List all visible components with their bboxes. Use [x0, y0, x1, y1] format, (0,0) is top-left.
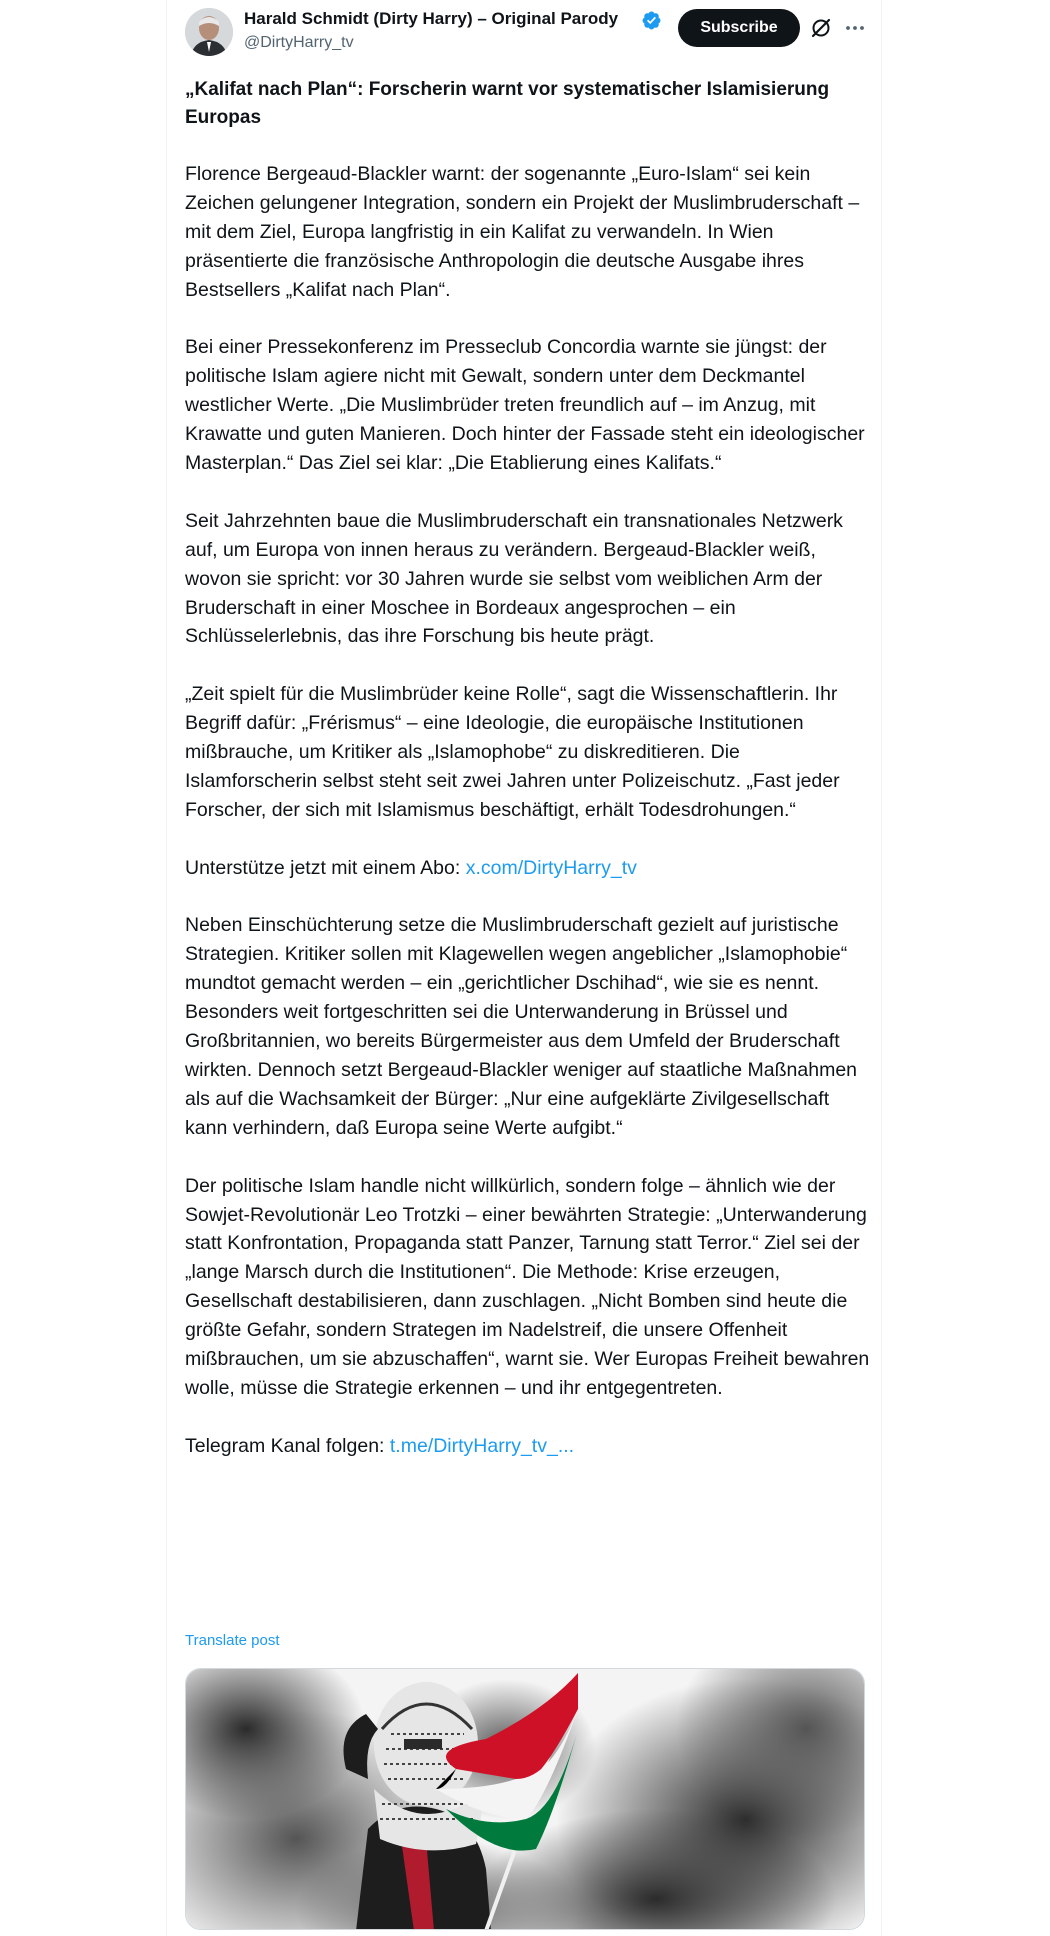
subscribe-link[interactable]: x.com/DirtyHarry_tv	[465, 856, 637, 879]
post-media-image[interactable]	[185, 1668, 865, 1930]
more-icon[interactable]	[843, 16, 867, 40]
post-header	[167, 0, 883, 70]
subscribe-button[interactable]: Subscribe	[678, 9, 800, 47]
author-handle[interactable]: @DirtyHarry_tv	[244, 34, 354, 51]
translate-post-link[interactable]: Translate post	[185, 1632, 280, 1649]
post-paragraph: Besonders weit fortgeschritten sei die Unterwanderung in Brüssel und Großbritannien, wo bereits Bürgermeister aus dem Umfeld der Bruderschaft wirkten. Dennoch setzt Bergeaud-Blackler weniger auf staatliche Maßnahmen als auf die Wachsamkeit der Bürger: „Nur eine aufgeklärte Zivilgesellschaft kann verhindern, daß Europa seine Werte aufgibt.“	[185, 1001, 858, 1139]
post-paragraph: Der politische Islam handle nicht willkürlich, sondern folge – ähnlich wie der Sowjet-Revolutionär Leo Trotzki – einer bewährten Strategie: „Unterwanderung statt Konfrontation, Propaganda statt Panzer, Tarnung statt Terror.“ Ziel sei der „lange Marsch durch die Institutionen“. Die Methode: Krise erzeugen, Gesellschaft destabilisieren, dann zuschlagen. „Nicht Bomben sind heute die größte Gefahr, sondern Strategen im Nadelstreif, die unsere Offenheit mißbrauchen, um sie abzuschaffen“, warnt sie. Wer Europas Freiheit bewahren wolle, müsse die Strategie erkennen – und ihr entgegentreten.	[185, 1174, 870, 1399]
telegram-link[interactable]: t.me/DirtyHarry_tv_...	[389, 1434, 575, 1457]
verified-badge-icon[interactable]	[641, 10, 662, 31]
post-body	[185, 160, 875, 1461]
avatar-image	[185, 8, 233, 56]
post-paragraph: „Zeit spielt für die Muslimbrüder keine Rolle“, sagt die Wissenschaftlerin. Ihr Begriff dafür: „Frérismus“ – eine Ideologie, die europäische Institutionen mißbrauche, um Kritiker als „Islamophobe“ zu diskreditieren. Die Islamforscherin selbst steht seit zwei Jahren unter Polizeischutz. „Fast jeder Forscher, der sich mit Islamismus beschäftigt, erhält Todesdrohungen.“	[185, 683, 840, 821]
post-title: „Kalifat nach Plan“: Forscherin warnt vor systematischer Islamisierung Europas	[185, 79, 830, 128]
telegram-line	[185, 1432, 875, 1461]
avatar[interactable]	[185, 8, 233, 56]
post-paragraph: Seit Jahrzehnten baue die Muslimbruderschaft ein transnationales Netzwerk auf, um Europa von innen heraus zu verändern. Bergeaud-Blackler weiß, wovon sie spricht: vor 30 Jahren wurde sie selbst vom weiblichen Arm der Bruderschaft in einer Moschee in Bordeaux angesprochen – ein Schlüsselerlebnis, das ihre Forschung bis heute prägt.	[185, 509, 843, 648]
protester-flag-image	[186, 1669, 865, 1930]
subscribe-line-text: Unterstütze jetzt mit einem Abo:	[185, 856, 466, 879]
post-paragraph: Florence Bergeaud-Blackler warnt: der sogenannte „Euro-Islam“ sei kein Zeichen gelungener Integration, sondern ein Projekt der Muslimbruderschaft – mit dem Ziel, Europa langfristig in ein Kalifat zu verwandeln. In Wien präsentierte die französische Anthropologin die deutsche Ausgabe ihres Bestsellers „Kalifat nach Plan“.	[185, 163, 860, 301]
telegram-line-text: Telegram Kanal folgen:	[185, 1434, 390, 1457]
post-paragraph: Bei einer Pressekonferenz im Presseclub Concordia warnte sie jüngst: der politische Islam agiere nicht mit Gewalt, sondern unter dem Deckmantel westlicher Werte. „Die Muslimbrüder treten freundlich auf – im Anzug, mit Krawatte und guten Manieren. Doch hinter der Fassade steht ein ideologischer Masterplan.“ Das Ziel sei klar: „Die Etablierung eines Kalifats.“	[185, 336, 865, 475]
grok-icon[interactable]	[809, 16, 833, 40]
post-column	[166, 0, 882, 1936]
post-paragraph: Neben Einschüchterung setze die Muslimbruderschaft gezielt auf juristische Strategien. Kritiker sollen mit Klagewellen wegen angeblicher „Islamophobie“ mundtot gemacht werden – ein „gerichtlicher Dschihad“, wie sie es nennt.	[185, 914, 848, 995]
subscribe-line	[185, 854, 875, 883]
author-name[interactable]: Harald Schmidt (Dirty Harry) – Original Parody	[244, 9, 619, 28]
